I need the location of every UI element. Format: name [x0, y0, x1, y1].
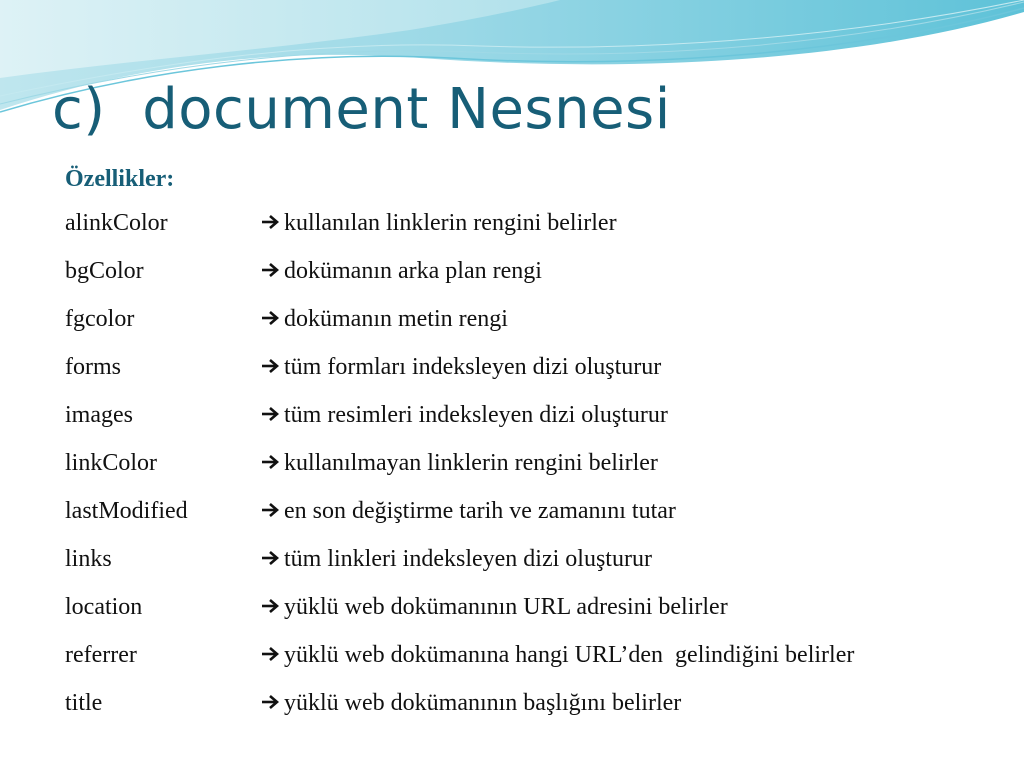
- property-description: [260, 634, 854, 676]
- property-list: [65, 202, 1020, 730]
- property-description-text: tüm formları indeksleyen dizi oluşturur: [284, 354, 662, 380]
- property-name: fgcolor: [65, 306, 135, 332]
- property-name: lastModified: [65, 498, 188, 524]
- property-description: [260, 250, 542, 292]
- arrow-right-icon: [260, 501, 284, 519]
- property-description-text: kullanılmayan linklerin rengini belirler: [284, 450, 658, 476]
- property-description-text: yüklü web dokümanının URL adresini belirler: [284, 594, 728, 620]
- arrow-right-icon: [260, 309, 284, 327]
- property-row: [65, 634, 1020, 682]
- property-description: [260, 442, 658, 484]
- property-description-text: en son değiştirme tarih ve zamanını tutar: [284, 498, 676, 524]
- property-row: [65, 298, 1020, 346]
- section-heading: Özellikler:: [65, 166, 175, 192]
- property-description: [260, 202, 617, 244]
- property-description: [260, 394, 668, 436]
- property-name: links: [65, 546, 112, 572]
- property-name: referrer: [65, 642, 137, 668]
- property-description-text: tüm linkleri indeksleyen dizi oluşturur: [284, 546, 652, 572]
- property-row: [65, 490, 1020, 538]
- property-name: images: [65, 402, 133, 428]
- property-name: title: [65, 690, 103, 716]
- property-name: linkColor: [65, 450, 158, 476]
- arrow-right-icon: [260, 357, 284, 375]
- arrow-right-icon: [260, 453, 284, 471]
- property-description-text: dokümanın arka plan rengi: [284, 258, 542, 284]
- property-description-text: yüklü web dokümanına hangi URL’den gelindiğini belirler: [284, 642, 855, 668]
- arrow-right-icon: [260, 645, 284, 663]
- arrow-right-icon: [260, 213, 284, 231]
- arrow-right-icon: [260, 693, 284, 711]
- property-description-text: dokümanın metin rengi: [284, 306, 508, 332]
- property-description: [260, 538, 652, 580]
- property-row: [65, 538, 1020, 586]
- slide-title: c) document Nesnesi: [52, 77, 671, 142]
- property-name: location: [65, 594, 143, 620]
- property-row: [65, 250, 1020, 298]
- property-description-text: yüklü web dokümanının başlığını belirler: [284, 690, 682, 716]
- property-description: [260, 490, 676, 532]
- property-description: [260, 682, 681, 724]
- property-row: [65, 202, 1020, 250]
- property-description-text: tüm resimleri indeksleyen dizi oluşturur: [284, 402, 668, 428]
- property-name: forms: [65, 354, 121, 380]
- property-description: [260, 586, 728, 628]
- property-row: [65, 394, 1020, 442]
- arrow-right-icon: [260, 597, 284, 615]
- property-row: [65, 682, 1020, 730]
- property-description-text: kullanılan linklerin rengini belirler: [284, 210, 617, 236]
- arrow-right-icon: [260, 405, 284, 423]
- arrow-right-icon: [260, 549, 284, 567]
- arrow-right-icon: [260, 261, 284, 279]
- property-row: [65, 586, 1020, 634]
- property-description: [260, 346, 661, 388]
- property-name: alinkColor: [65, 210, 168, 236]
- property-row: [65, 346, 1020, 394]
- property-description: [260, 298, 508, 340]
- property-row: [65, 442, 1020, 490]
- property-name: bgColor: [65, 258, 144, 284]
